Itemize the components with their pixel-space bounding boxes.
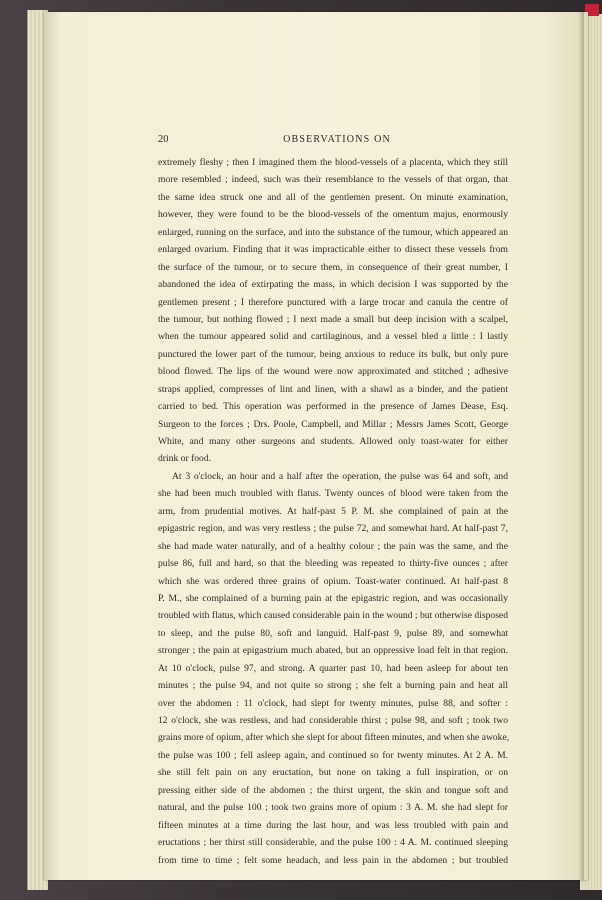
text-line: straps applied, compresses of lint and linen, with a shawl as a binder, and the patient	[158, 383, 508, 395]
page-header	[158, 134, 516, 150]
text-line: the tumour, but nothing flowed ; I next made a small but deep incision with a scalpel,	[158, 313, 508, 325]
text-line: extremely fleshy ; then I imagined them the blood-vessels of a placenta, which they still	[158, 157, 508, 168]
text-line: pulse 86, full and hard, so that the bleeding was repeated to thirty-five ounces ; after	[158, 558, 508, 570]
text-line: she had made water naturally, and of a healthy colour ; the pain was the same, and the	[158, 540, 508, 552]
text-line	[158, 869, 508, 886]
text-line: enlarged, running on the surface, and into the substance of the tumour, which appeared an	[158, 226, 508, 238]
text-line: enlarged ovarium. Finding that it was impracticable either to dissect these vessels from	[158, 244, 508, 256]
text-line: White, and many other surgeons and students. Allowed only toast-water for either	[158, 436, 508, 447]
text-line: when the tumour appeared solid and cartilaginous, and a vessel bled a little : I lastly	[158, 331, 508, 343]
text-line: arm, from prudential motives. At half-past 5 P. M. she complained of pain at the	[158, 505, 508, 517]
text-line: over the abdomen : 11 o'clock, had slept for twenty minutes, pulse 88, and softer :	[158, 697, 508, 709]
text-line: Surgeon to the forces ; Drs. Poole, Campbell, and Millar ; Messrs James Scott, George	[158, 418, 508, 430]
text-line: punctured the lower part of the tumour, being anxious to reduce its bulk, but only pure	[158, 348, 508, 360]
text-line: she had been much troubled with flatus. Twenty ounces of blood were taken from the	[158, 488, 508, 500]
text-line: stronger ; the pain at epigastrium much abated, but an oppressive load felt in that region.	[158, 645, 508, 657]
text-line: epigastric region, and was very restless ; the pulse 72, and somewhat hard. At half-past 7,	[158, 523, 508, 535]
text-line: she still felt pain on any eructation, but none on taking a full inspiration, or on	[158, 767, 508, 779]
body-text	[158, 154, 508, 886]
text-line: fifteen minutes at a time during the last hour, and was less troubled with pain and	[158, 819, 508, 831]
text-line: At 3 o'clock, an hour and a half after the operation, the pulse was 64 and soft, and	[172, 470, 508, 482]
text-line: the surface of the tumour, or to secure them, in consequence of their great number, I	[158, 261, 508, 273]
text-line: minutes ; the pulse 94, and not quite so strong ; she felt a burning pain and heat all	[158, 680, 508, 692]
text-line: more resembled ; indeed, such was their resemblance to the vessels of that organ, that	[158, 174, 508, 186]
text-line: to sleep, and the pulse 80, soft and languid. Half-past 9, pulse 89, and somewhat	[158, 627, 508, 639]
text-line: however, they were found to be the blood-vessels of the omentum majus, enormously	[158, 209, 508, 221]
text-line: eructations ; her thirst still considerable, and the pulse 100 : 4 A. M. continued sleeping	[158, 837, 508, 849]
text-line: carried to bed. This operation was performed in the presence of James Dease, Esq.	[158, 401, 508, 413]
text-line: P. M., she complained of a burning pain at the epigastric region, and was occasionally	[158, 592, 508, 604]
text-line: 12 o'clock, she was restless, and had considerable thirst ; pulse 98, and soft ; took two	[158, 715, 508, 726]
text-line: At 10 o'clock, pulse 97, and strong. A quarter past 10, had been asleep for about ten	[158, 662, 508, 674]
text-line: drink or food.	[158, 453, 212, 465]
text-line: from time to time ; felt some headach, and less pain in the abdomen ; but troubled	[158, 854, 508, 866]
text-line: the same idea struck one and all of the gentlemen present. On minute examination,	[158, 191, 508, 203]
running-title: OBSERVATIONS ON	[283, 134, 391, 145]
text-line: pressing either side of the abdomen ; the thirst urgent, the skin and tongue soft and	[158, 784, 508, 796]
text-line: troubled with flatus, which caused considerable pain in the wound ; but otherwise disposed	[158, 610, 508, 622]
text-line: blood flowed. The lips of the wound were now approximated and stitched ; adhesive	[158, 366, 508, 378]
text-line: which she was ordered three grains of opium. Toast-water continued. At half-past 8	[158, 575, 508, 587]
page-fold-shadow	[578, 12, 584, 880]
text-line: grains more of opium, after which she slept for about fifteen minutes, and when she awoke,	[158, 732, 510, 744]
text-line: the pulse was 100 ; fell asleep again, and continued so for twenty minutes. At 2 A. M.	[158, 749, 508, 761]
page-number: 20	[158, 134, 169, 145]
text-line: gentlemen present ; I therefore punctured with a large trocar and canula the centre of	[158, 296, 508, 308]
text-line: abandoned the idea of extirpating the mass, in which decision I was supported by the	[158, 279, 508, 291]
text-line: natural, and the pulse 100 ; took two grains more of opium : 3 A. M. she had slept for	[158, 802, 508, 814]
